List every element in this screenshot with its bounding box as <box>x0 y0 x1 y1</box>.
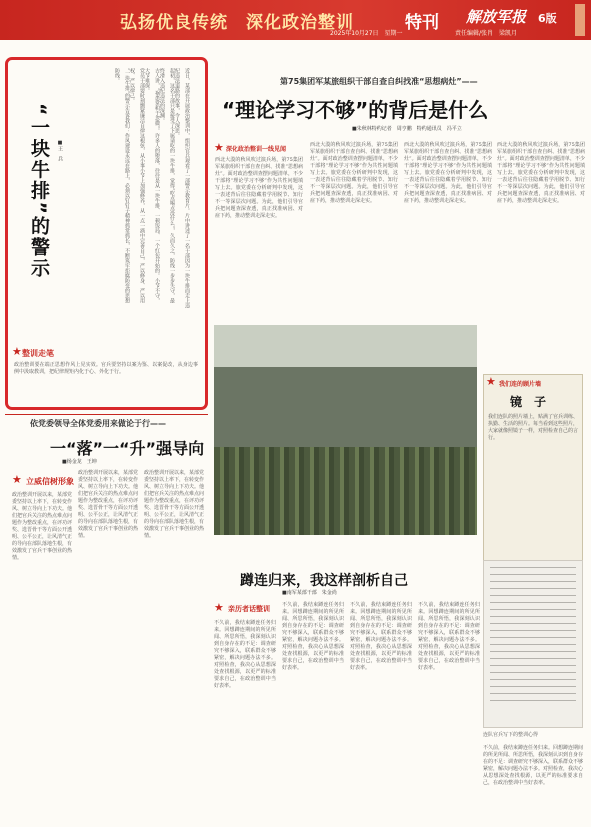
main-headline: “理论学习不够”的背后是什么 <box>222 98 489 122</box>
mirror-text: 我们连队的照片墙上，贴满了官兵训练、执勤、生活的照片。每当看到这些照片，大家就像照镜子一样，对照检查自己的言行。 <box>488 414 579 441</box>
pioneer-column-1: 不久前，我结束蹲连任务归来。回想蹲连期间的所见所闻、所思所悟，我深刻认识到自身存在的不足：调查研究不够深入，联系群众不够紧密，解决问题办法不多。对照检查，我决心从思想深处查找根源，以更严的标准要求自己，在政治整训中当好表率。 <box>214 620 276 689</box>
pagoda-emblem <box>575 4 585 36</box>
middle-column-3: 政治整训开展以来，某部党委坚持以上率下，在转变作风、树立导向上下功夫。他们把官兵关注的热点难点问题作为整改重点，在评功评奖、选晋骨干等方面公开透明、公平公正，让风清气正的导向在部队落地生根，有效激发了官兵干事创业的热情。 <box>144 470 205 539</box>
pioneer-byline: ■南军某部干部 朱金尚 <box>282 590 337 596</box>
middle-column-1: 政治整训开展以来，某部党委坚持以上率下，在转变作风、树立导向上下功夫。他们把官兵关注的热点难点问题作为整改重点，在评功评奖、选晋骨干等方面公开透明、公平公正，让风清气正的导向在部队落地生根，有效激发了官兵干事创业的热情。 <box>12 492 73 561</box>
comment-heading: 整训走笔 <box>22 349 54 358</box>
star-icon: ★ <box>214 601 224 614</box>
middle-column-2: 政治整训开展以来，某部党委坚持以上率下，在转变作风、树立导向上下功夫。他们把官兵关注的热点难点问题作为整改重点，在评功评奖、选晋骨干等方面公开透明、公平公正，让风清气正的导向在部队落地生根，有效激发了官兵干事创业的热情。 <box>78 470 139 539</box>
special-issue-label: 特刊 <box>405 13 439 33</box>
main-column-4: 西北大漠的秋风吹过演兵场，第75集团军某旅组织干部自查自纠、找准“思想病灶”。面对政治整训查摆问题清单，不少干部将“理论学习不够”作为共性问题填写上去。旅党委在分析研判中发现，这一表述背后往往隐藏着学用脱节、知行不一等深层次问题。为此，他们引导官兵把问题查深查透，真正找准病因、对症下药，推动整训走深走实。 <box>497 142 585 204</box>
feature-column: 起初，这名干部只是接受了下属请吃的一块牛排，觉得“吃点喝点没什么”，久而久之，防线一步步失守，最终滑入违纪违法的深渊。 <box>159 68 175 304</box>
newspaper-masthead: 解放军报 <box>466 8 527 26</box>
editors-line: 责任编辑/张肖 梁凯月 <box>455 30 518 37</box>
middle-headline: 一“落”一“升”强导向 <box>50 439 205 458</box>
star-icon: ★ <box>12 473 22 486</box>
main-column-3: 西北大漠的秋风吹过演兵场，第75集团军某旅组织干部自查自纠、找准“思想病灶”。面对政治整训查摆问题清单，不少干部将“理论学习不够”作为共性问题填写上去。旅党委在分析研判中发现，这一表述背后往往隐藏着学用脱节、知行不一等深层次问题。为此，他们引导官兵把问题查深查透，真正找准病因、对症下药，推动整训走深走实。 <box>404 142 492 204</box>
middle-kicker: 依党委领导全体党委用来做论于行—— <box>30 419 166 428</box>
main-photo <box>214 325 477 535</box>
pioneer-heading: 亲历者话整训 <box>228 605 270 613</box>
main-byline: ■朱秋林特约记者 周亨鹏 特约通讯员 冯平立 <box>352 126 462 132</box>
feature-column: 近日，某部在开展政治整训中，组织官兵观看了一部警示教育片。片中讲述了一名干部因为一块牛排而走上违纪违法道路的故事，令人深思。 <box>174 68 190 308</box>
page-number: 6版 <box>538 12 557 25</box>
right-column-text: 不久前，我结束蹲连任务归来。回想蹲连期间的所见所闻、所思所悟，我深刻认识到自身存在的不足：调查研究不够深入，联系群众不够紧密，解决问题办法不多。对照检查，我决心从思想深处查找根源，以更严的标准要求自己，在政治整训中当好表率。 <box>483 745 584 786</box>
main-kicker: 第75集团军某旅组织干部自查自纠找准“思想病灶”—— <box>280 77 478 86</box>
mirror-label: 我们连的顾片墙 <box>499 381 542 388</box>
main-intro-heading: 深化政治整训一线见闻 <box>226 146 287 153</box>
star-icon: ★ <box>214 141 224 154</box>
pioneer-column-2: 不久前，我结束蹲连任务归来。回想蹲连期间的所见所闻、所思所悟，我深刻认识到自身存在的不足：调查研究不够深入，联系群众不够紧密，解决问题办法不多。对照检查，我决心从思想深处查找根源，以更严的标准要求自己，在政治整训中当好表率。 <box>282 602 344 671</box>
feature-title: “一块牛排”的警示 <box>28 103 50 279</box>
handwriting-caption: 连队官兵写下的整训心得 <box>483 732 539 738</box>
comment-text: 政治整训要在端正思想作风上见实效。官兵要坚持以案为鉴、以案促改，从身边事例中汲取教训，把纪律规矩内化于心、外化于行。 <box>14 362 198 375</box>
mirror-title: 镜 子 <box>510 395 547 409</box>
page-banner <box>0 0 591 40</box>
feature-column: 古人讲，“祸患常积于忽微”。许多人的堕落，往往是从一块牛排、一顿饭局、一个红包开始的。小节不守，大节难保。 <box>144 68 160 304</box>
pioneer-headline: 蹲连归来，我这样剖析自己 <box>240 573 408 589</box>
handwriting-image <box>483 560 583 728</box>
pioneer-column-4: 不久前，我结束蹲连任务归来。回想蹲连期间的所见所闻、所思所悟，我深刻认识到自身存在的不足：调查研究不够深入，联系群众不够紧密，解决问题办法不多。对照检查，我决心从思想深处查找根源，以更严的标准要求自己，在政治整训中当好表率。 <box>418 602 480 671</box>
feature-column: “一块牛排”的警示告诉我们：作风建设永远在路上，必须以钉钉子精神抓常抓长，不断筑牢拒腐防变的思想防线。 <box>114 68 130 304</box>
feature-column: 党员干部要时刻绷紧廉洁自律这根弦，从小事小节上加强修养，从一点一滴中完善自己，严以修身、严以用权、严以律己。 <box>129 68 145 303</box>
banner-slogan: 弘扬优良传统 深化政治整训 <box>120 13 354 33</box>
main-column-2: 西北大漠的秋风吹过演兵场，第75集团军某旅组织干部自查自纠、找准“思想病灶”。面对政治整训查摆问题清单，不少干部将“理论学习不够”作为共性问题填写上去。旅党委在分析研判中发现，这一表述背后往往隐藏着学用脱节、知行不一等深层次问题。为此，他们引导官兵把问题查深查透，真正找准病因、对症下药，推动整训走深走实。 <box>310 142 398 204</box>
pioneer-column-3: 不久前，我结束蹲连任务归来。回想蹲连期间的所见所闻、所思所悟，我深刻认识到自身存在的不足：调查研究不够深入，联系群众不够紧密，解决问题办法不多。对照检查，我决心从思想深处查找根源，以更严的标准要求自己，在政治整训中当好表率。 <box>350 602 412 671</box>
divider <box>5 414 208 415</box>
star-icon: ★ <box>12 345 22 358</box>
main-column-1: 西北大漠的秋风吹过演兵场，第75集团军某旅组织干部自查自纠、找准“思想病灶”。面对政治整训查摆问题清单，不少干部将“理论学习不够”作为共性问题填写上去。旅党委在分析研判中发现，这一表述背后往往隐藏着学用脱节、知行不一等深层次问题。为此，他们引导官兵把问题查深查透，真正找准病因、对症下药，推动整训走深走实。 <box>215 157 303 219</box>
issue-date: 2025年10月27日 星期一 <box>330 30 403 37</box>
star-icon: ★ <box>486 375 496 388</box>
middle-subhead: 立威信树形象 <box>26 477 74 486</box>
feature-author: ■王 兵 <box>57 140 63 161</box>
middle-byline: ■杨金龙 王坤 <box>62 459 97 465</box>
